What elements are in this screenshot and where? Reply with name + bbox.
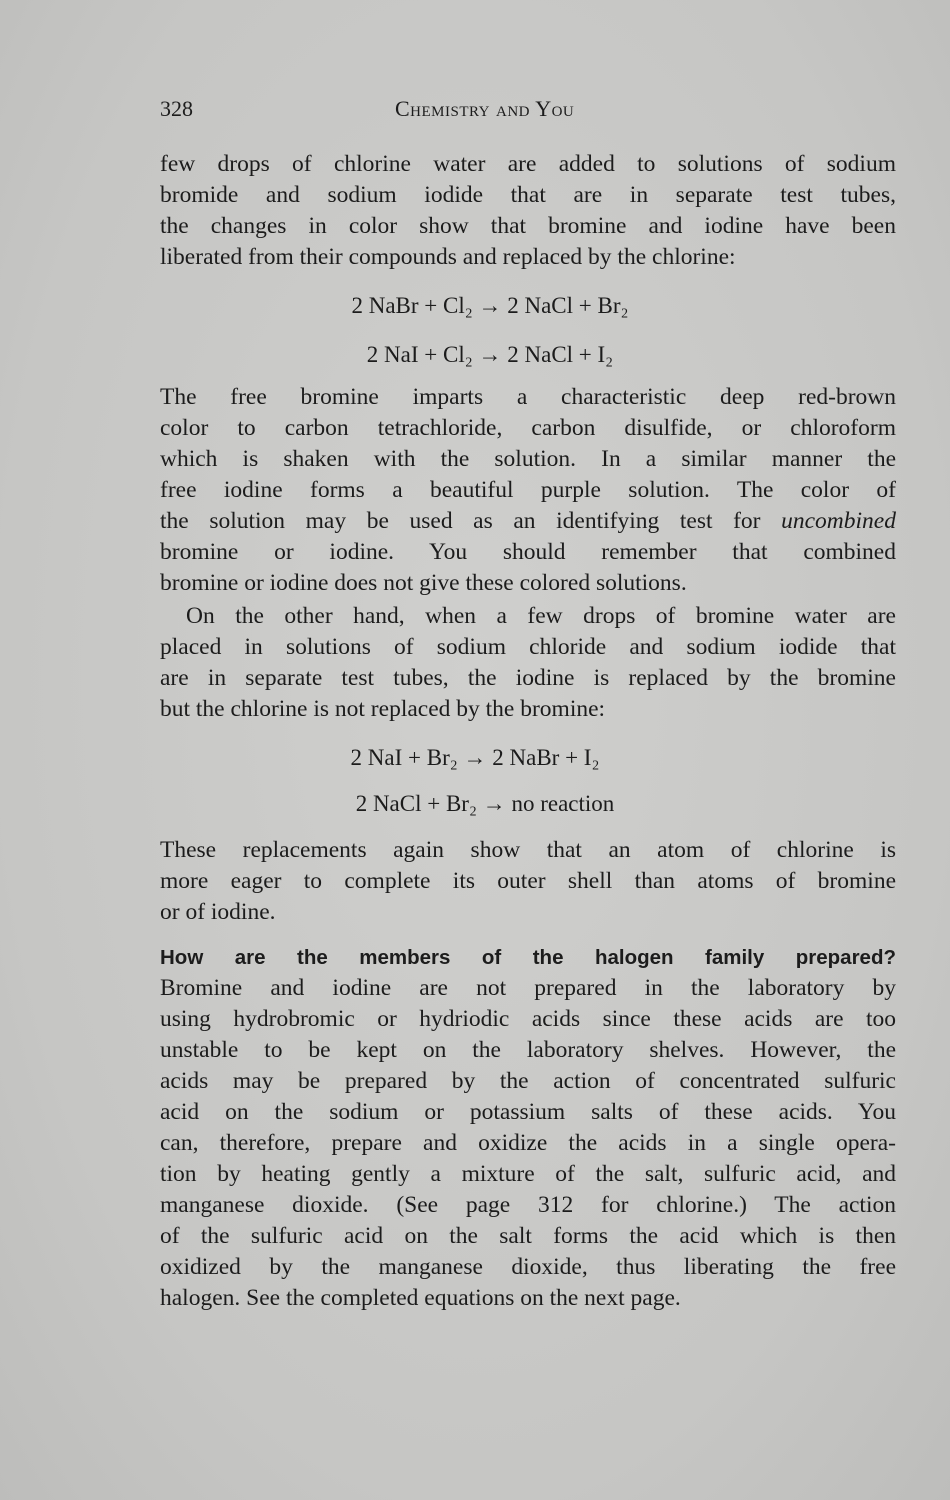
text-line: using hydrobromic or hydriodic acids since these acids are too bbox=[160, 1006, 896, 1032]
text-line: which is shaken with the solution. In a similar manner the bbox=[160, 446, 896, 472]
text-segment: the solution may be used as an identifying test for bbox=[160, 508, 782, 534]
text-line: are in separate test tubes, the iodine is replaced by the bromine bbox=[160, 665, 896, 691]
text-line: free iodine forms a beautiful purple solution. The color of bbox=[160, 477, 896, 503]
equation bbox=[0, 788, 910, 819]
equation-text: 2 NaI + Br₂ → 2 NaBr + I₂ bbox=[350, 745, 600, 770]
text-line: or of iodine. bbox=[160, 899, 276, 925]
equation bbox=[0, 290, 915, 321]
text-line: more eager to complete its outer shell than atoms of bromine bbox=[160, 868, 896, 894]
emphasis-text: uncombined bbox=[781, 508, 896, 534]
paragraph bbox=[160, 835, 896, 928]
text-line: liberated from their compounds and replaced by the chlorine: bbox=[160, 244, 736, 270]
text-line: tion by heating gently a mixture of the salt, sulfuric acid, and bbox=[160, 1161, 896, 1187]
equation bbox=[0, 742, 900, 773]
running-title: Chemistry and You bbox=[395, 96, 575, 121]
equation-text: 2 NaCl + Br₂ → no reaction bbox=[355, 791, 615, 816]
text-line: can, therefore, prepare and oxidize the acids in a single opera- bbox=[160, 1130, 896, 1156]
text-line: acids may be prepared by the action of concentrated sulfuric bbox=[160, 1068, 896, 1094]
text-line: bromine or iodine does not give these colored solutions. bbox=[160, 570, 687, 596]
text-line: The free bromine imparts a characteristic deep red-brown bbox=[160, 384, 896, 410]
text-line: These replacements again show that an atom of chlorine is bbox=[160, 837, 896, 863]
section-paragraph bbox=[160, 942, 896, 1314]
text-line: On the other hand, when a few drops of bromine water are bbox=[186, 603, 896, 629]
equation bbox=[0, 339, 915, 370]
text-line: but the chlorine is not replaced by the bromine: bbox=[160, 696, 606, 722]
paragraph bbox=[160, 601, 896, 725]
text-line: bromine or iodine. You should remember that combined bbox=[160, 539, 896, 565]
text-line: acid on the sodium or potassium salts of these acids. You bbox=[160, 1099, 896, 1125]
page-number: 328 bbox=[160, 96, 193, 121]
text-line: color to carbon tetrachloride, carbon disulfide, or chloroform bbox=[160, 415, 896, 441]
text-line: placed in solutions of sodium chloride and sodium iodide that bbox=[160, 634, 896, 660]
text-line: halogen. See the completed equations on the next page. bbox=[160, 1285, 681, 1311]
paragraph bbox=[160, 149, 896, 273]
section-heading: How are the members of the halogen family prepared? bbox=[160, 946, 896, 969]
equation-text: 2 NaBr + Cl₂ → 2 NaCl + Br₂ bbox=[351, 293, 629, 318]
text-line: manganese dioxide. (See page 312 for chlorine.) The action bbox=[160, 1192, 896, 1218]
text-line: of the sulfuric acid on the salt forms the acid which is then bbox=[160, 1223, 896, 1249]
text-line: unstable to be kept on the laboratory shelves. However, the bbox=[160, 1037, 896, 1063]
text-line: the changes in color show that bromine and iodine have been bbox=[160, 213, 896, 239]
text-line bbox=[160, 506, 896, 537]
text-line: Bromine and iodine are not prepared in the laboratory by bbox=[160, 975, 896, 1001]
text-line: few drops of chlorine water are added to solutions of sodium bbox=[160, 151, 896, 177]
equation-text: 2 NaI + Cl₂ → 2 NaCl + I₂ bbox=[366, 342, 614, 367]
text-line: oxidized by the manganese dioxide, thus liberating the free bbox=[160, 1254, 896, 1280]
text-line bbox=[160, 942, 896, 973]
paragraph bbox=[160, 382, 896, 599]
text-line: bromide and sodium iodide that are in separate test tubes, bbox=[160, 182, 896, 208]
